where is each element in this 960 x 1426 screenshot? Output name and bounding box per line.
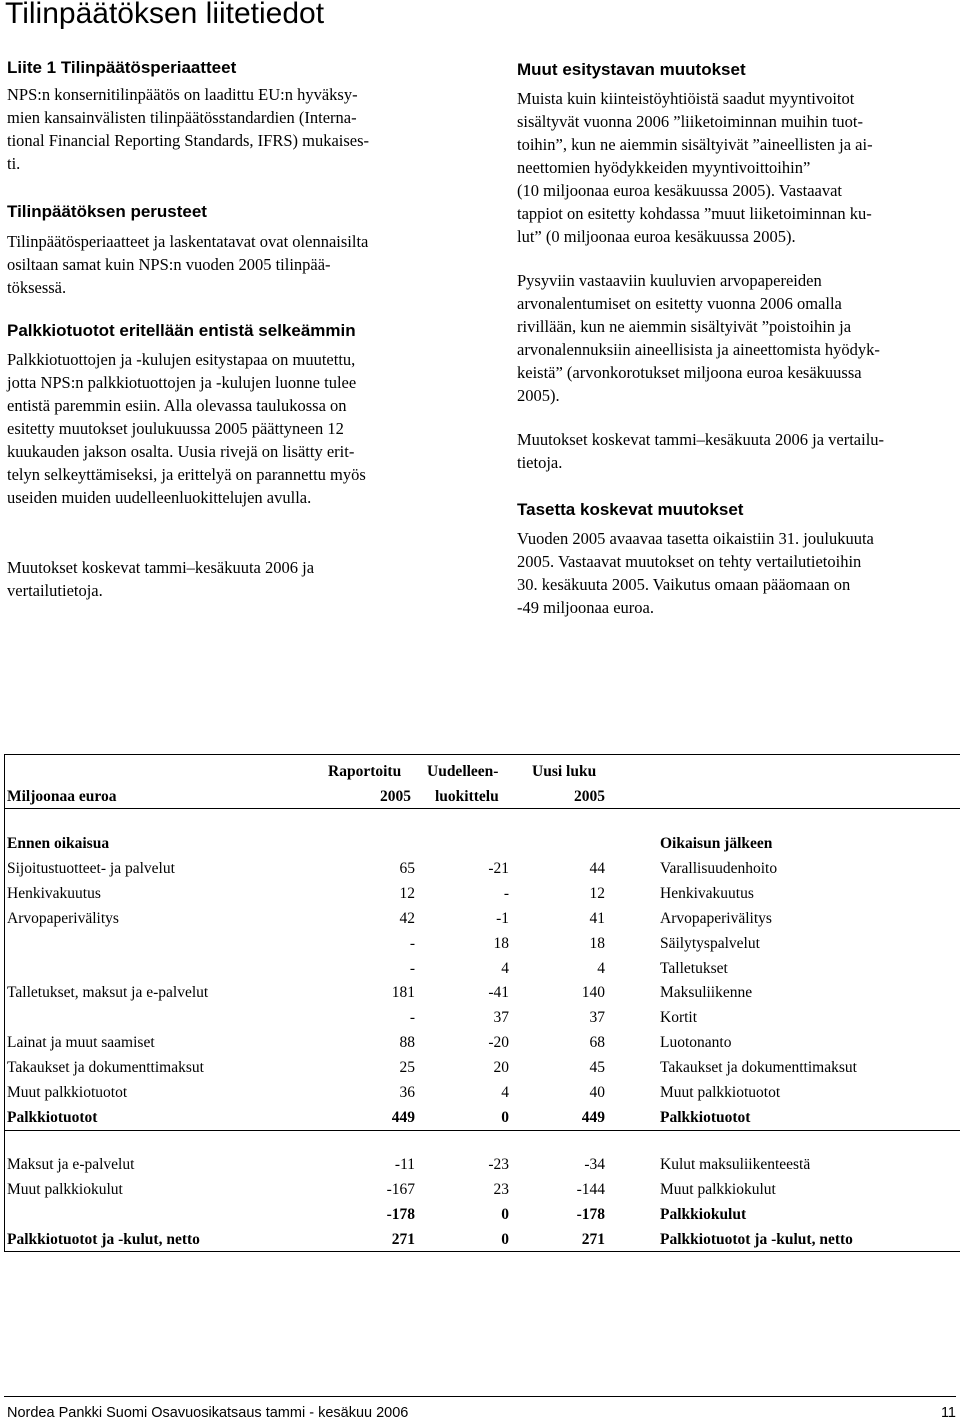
text-line: töksessä. bbox=[7, 278, 67, 297]
cell-new: 12 bbox=[589, 885, 605, 902]
text-line: jotta NPS:n palkkiotuottojen ja -kulujen luonne tulee bbox=[7, 373, 357, 392]
text-line: 2005. Vastaavat muutokset on tehty vertailutietoihin bbox=[517, 552, 862, 571]
cell-new: 40 bbox=[589, 1084, 605, 1101]
text-line: neettomien hyödykkeiden myyntivoittoihin” bbox=[517, 158, 811, 177]
table-row bbox=[5, 1081, 960, 1105]
section-heading: Muut esitystavan muutokset bbox=[517, 60, 746, 79]
paragraph-impairments bbox=[517, 269, 880, 407]
text-line: tappiot on esitetty kohdassa ”muut liiketoiminnan ku- bbox=[517, 204, 872, 223]
cell-reported: 88 bbox=[399, 1034, 415, 1051]
cell-reported: - bbox=[409, 960, 415, 977]
col-header-label: Miljoonaa euroa bbox=[7, 788, 117, 805]
table-row bbox=[5, 1006, 960, 1030]
cell-reported: 12 bbox=[399, 885, 415, 902]
col-header-new: Uusi luku bbox=[532, 763, 597, 780]
cell-reported: 42 bbox=[399, 910, 415, 927]
row-label: Palkkiotuotot ja -kulut, netto bbox=[7, 1231, 200, 1248]
cell-new: 68 bbox=[589, 1034, 605, 1051]
row-label-after: Palkkiotuotot ja -kulut, netto bbox=[660, 1231, 853, 1248]
section-heading: Liite 1 Tilinpäätösperiaatteet bbox=[7, 58, 237, 77]
table-row bbox=[5, 1153, 960, 1177]
cell-new: 4 bbox=[597, 960, 605, 977]
cell-reported: 36 bbox=[399, 1084, 415, 1101]
row-label-after: Kortit bbox=[660, 1009, 698, 1026]
section-heading: Palkkiotuotot eritellään entistä selkeämmin bbox=[7, 321, 356, 340]
cell-new: 449 bbox=[581, 1109, 605, 1126]
cell-reported: -11 bbox=[394, 1156, 415, 1173]
text-line: Muutokset koskevat tammi–kesäkuuta 2006 ja bbox=[7, 558, 315, 577]
text-line: tietoja. bbox=[517, 453, 563, 472]
table-row bbox=[5, 1203, 960, 1227]
cell-reclass: - bbox=[503, 885, 509, 902]
cell-reclass: -1 bbox=[496, 910, 509, 927]
row-label-after: Arvopaperivälitys bbox=[660, 910, 772, 927]
cell-new: -34 bbox=[584, 1156, 605, 1173]
cell-reclass: 0 bbox=[501, 1206, 509, 1223]
cell-new: 41 bbox=[589, 910, 605, 927]
text-line: telyn selkeyttämiseksi, ja erittelyä on parannettu myös bbox=[7, 465, 366, 484]
divider bbox=[5, 808, 960, 809]
cell-reclass: 4 bbox=[501, 1084, 509, 1101]
text-line: entistä paremmin esiin. Alla olevassa taulukossa on bbox=[7, 396, 347, 415]
paragraph-balance-sheet bbox=[517, 527, 874, 619]
col-header-reported: Raportoitu bbox=[328, 763, 402, 780]
cell-new: 37 bbox=[589, 1009, 605, 1026]
cell-new: 44 bbox=[589, 860, 605, 877]
row-label: Sijoitustuotteet- ja palvelut bbox=[7, 860, 175, 877]
text-line: toihin”, kun ne aiemmin sisältyivät ”aineellisten ja ai- bbox=[517, 135, 873, 154]
cell-reclass: 0 bbox=[501, 1109, 509, 1126]
row-label: Takaukset ja dokumenttimaksut bbox=[7, 1059, 204, 1076]
cell-reported: 449 bbox=[391, 1109, 415, 1126]
text-line: tional Financial Reporting Standards, IFRS) mukaises- bbox=[7, 131, 370, 150]
cell-reclass: 18 bbox=[493, 935, 509, 952]
cell-new: 271 bbox=[581, 1231, 605, 1248]
cell-new: -144 bbox=[576, 1181, 605, 1198]
cell-new: 140 bbox=[581, 984, 605, 1001]
text-line: 30. kesäkuuta 2005. Vaikutus omaan pääomaan on bbox=[517, 575, 851, 594]
cell-reported: 181 bbox=[391, 984, 415, 1001]
col-header-reported-year: 2005 bbox=[380, 788, 411, 805]
paragraph-fee-income bbox=[7, 348, 366, 509]
paragraph-changes-note bbox=[7, 556, 314, 602]
text-line: esitetty muutokset joulukuussa 2005 päättyneen 12 bbox=[7, 419, 344, 438]
row-label-after: Varallisuudenhoito bbox=[660, 860, 778, 877]
after-heading: Oikaisun jälkeen bbox=[660, 835, 773, 852]
paragraph-accounting-principles bbox=[7, 83, 369, 175]
cell-reported: -167 bbox=[386, 1181, 415, 1198]
text-line: sisältyvät vuonna 2006 ”liiketoiminnan muihin tuot- bbox=[517, 112, 864, 131]
cell-reclass: -20 bbox=[488, 1034, 509, 1051]
row-label: Palkkiotuotot bbox=[7, 1109, 98, 1126]
cell-reclass: -23 bbox=[488, 1156, 509, 1173]
text-line: Vuoden 2005 avaavaa tasetta oikaistiin 31. joulukuuta bbox=[517, 529, 874, 548]
paragraph-other-presentation bbox=[517, 87, 873, 248]
text-line: -49 miljoonaa euroa. bbox=[517, 598, 654, 617]
row-label-after: Muut palkkiokulut bbox=[660, 1181, 776, 1198]
row-label-after: Säilytyspalvelut bbox=[660, 935, 760, 952]
cell-reported: - bbox=[409, 1009, 415, 1026]
page-number: 11 bbox=[940, 1405, 956, 1421]
cell-reclass: -41 bbox=[488, 984, 509, 1001]
text-line: kuukauden jakson osalta. Uusia rivejä on lisätty erit- bbox=[7, 442, 355, 461]
section-accounting-principles bbox=[7, 57, 236, 79]
cell-new: 18 bbox=[589, 935, 605, 952]
table-row bbox=[5, 981, 960, 1005]
row-label: Lainat ja muut saamiset bbox=[7, 1034, 155, 1051]
text-line: Tilinpäätösperiaatteet ja laskentatavat ovat olennaisilta bbox=[7, 232, 369, 251]
text-line: osiltaan samat kuin NPS:n vuoden 2005 tilinpää- bbox=[7, 255, 331, 274]
table-row bbox=[5, 857, 960, 881]
table-row bbox=[5, 1228, 960, 1252]
divider bbox=[5, 1130, 960, 1131]
cell-reported: 271 bbox=[391, 1231, 415, 1248]
row-label-after: Muut palkkiotuotot bbox=[660, 1084, 781, 1101]
cell-reported: 65 bbox=[399, 860, 415, 877]
cell-new: 45 bbox=[589, 1059, 605, 1076]
footer-divider bbox=[4, 1396, 956, 1397]
col-header-reclass: Uudelleen- bbox=[427, 763, 499, 780]
row-label-after: Palkkiokulut bbox=[660, 1206, 747, 1223]
cell-reclass: 23 bbox=[493, 1181, 509, 1198]
text-line: Pysyviin vastaaviin kuuluvien arvopapereiden bbox=[517, 271, 822, 290]
row-label: Henkivakuutus bbox=[7, 885, 101, 902]
row-label: Muut palkkiokulut bbox=[7, 1181, 123, 1198]
text-line: rivillään, kun ne aiemmin sisältyivät ”poistoihin ja bbox=[517, 317, 852, 336]
text-line: (10 miljoonaa euroa kesäkuussa 2005). Vastaavat bbox=[517, 181, 843, 200]
row-label: Maksut ja e-palvelut bbox=[7, 1156, 135, 1173]
row-label: Talletukset, maksut ja e-palvelut bbox=[7, 984, 209, 1001]
cell-reported: - bbox=[409, 935, 415, 952]
cell-reported: 25 bbox=[399, 1059, 415, 1076]
text-line: vertailutietoja. bbox=[7, 581, 103, 600]
text-line: useiden muiden uudelleenluokittelujen avulla. bbox=[7, 488, 312, 507]
col-header-reclass-2: luokittelu bbox=[435, 788, 499, 805]
table-row bbox=[5, 1178, 960, 1202]
cell-reclass: 20 bbox=[493, 1059, 509, 1076]
table-row bbox=[5, 882, 960, 906]
row-label-after: Maksuliikenne bbox=[660, 984, 753, 1001]
cell-reclass: -21 bbox=[488, 860, 509, 877]
paragraph-changes-note bbox=[517, 428, 884, 474]
reclassification-table bbox=[4, 754, 960, 1252]
table-row bbox=[5, 1031, 960, 1055]
cell-reclass: 37 bbox=[493, 1009, 509, 1026]
text-line: lut” (0 miljoonaa euroa kesäkuussa 2005). bbox=[517, 227, 796, 246]
table-row bbox=[5, 907, 960, 931]
text-line: 2005). bbox=[517, 386, 560, 405]
table-row bbox=[5, 957, 960, 981]
text-line: NPS:n konsernitilinpäätös on laadittu EU:n hyväksy- bbox=[7, 85, 358, 104]
row-label: Arvopaperivälitys bbox=[7, 910, 119, 927]
text-line: arvonalentumiset on esitetty vuonna 2006 omalla bbox=[517, 294, 842, 313]
text-line: Muutokset koskevat tammi–kesäkuuta 2006 ja vertailu- bbox=[517, 430, 885, 449]
text-line: Muista kuin kiinteistöyhtiöistä saadut myyntivoitot bbox=[517, 89, 855, 108]
cell-reclass: 4 bbox=[501, 960, 509, 977]
text-line: mien kansainvälisten tilinpäätösstandardien (Interna- bbox=[7, 108, 357, 127]
text-line: ti. bbox=[7, 154, 21, 173]
row-label: Muut palkkiotuotot bbox=[7, 1084, 128, 1101]
row-label-after: Talletukset bbox=[660, 960, 728, 977]
text-line: Palkkiotuottojen ja -kulujen esitystapaa on muutettu, bbox=[7, 350, 356, 369]
page-title: Tilinpäätöksen liitetiedot bbox=[5, 0, 325, 30]
before-heading: Ennen oikaisua bbox=[7, 835, 110, 852]
section-heading: Tasetta koskevat muutokset bbox=[517, 500, 744, 519]
row-label-after: Palkkiotuotot bbox=[660, 1109, 751, 1126]
row-label-after: Luotonanto bbox=[660, 1034, 732, 1051]
section-heading: Tilinpäätöksen perusteet bbox=[7, 202, 207, 221]
cell-new: -178 bbox=[576, 1206, 605, 1223]
footer-text: Nordea Pankki Suomi Osavuosikatsaus tammi - kesäkuu 2006 bbox=[7, 1405, 409, 1421]
row-label-after: Kulut maksuliikenteestä bbox=[660, 1156, 811, 1173]
table-row bbox=[5, 932, 960, 956]
table-row bbox=[5, 1056, 960, 1080]
row-label-after: Takaukset ja dokumenttimaksut bbox=[660, 1059, 857, 1076]
table-row bbox=[5, 1106, 960, 1130]
cell-reclass: 0 bbox=[501, 1231, 509, 1248]
text-line: arvonalennuksiin aineellisista ja aineettomista hyödyk- bbox=[517, 340, 880, 359]
col-header-new-year: 2005 bbox=[574, 788, 605, 805]
cell-reported: -178 bbox=[386, 1206, 415, 1223]
paragraph-basis bbox=[7, 230, 368, 299]
row-label-after: Henkivakuutus bbox=[660, 885, 754, 902]
text-line: keistä” (arvonkorotukset miljoona euroa kesäkuussa bbox=[517, 363, 862, 382]
